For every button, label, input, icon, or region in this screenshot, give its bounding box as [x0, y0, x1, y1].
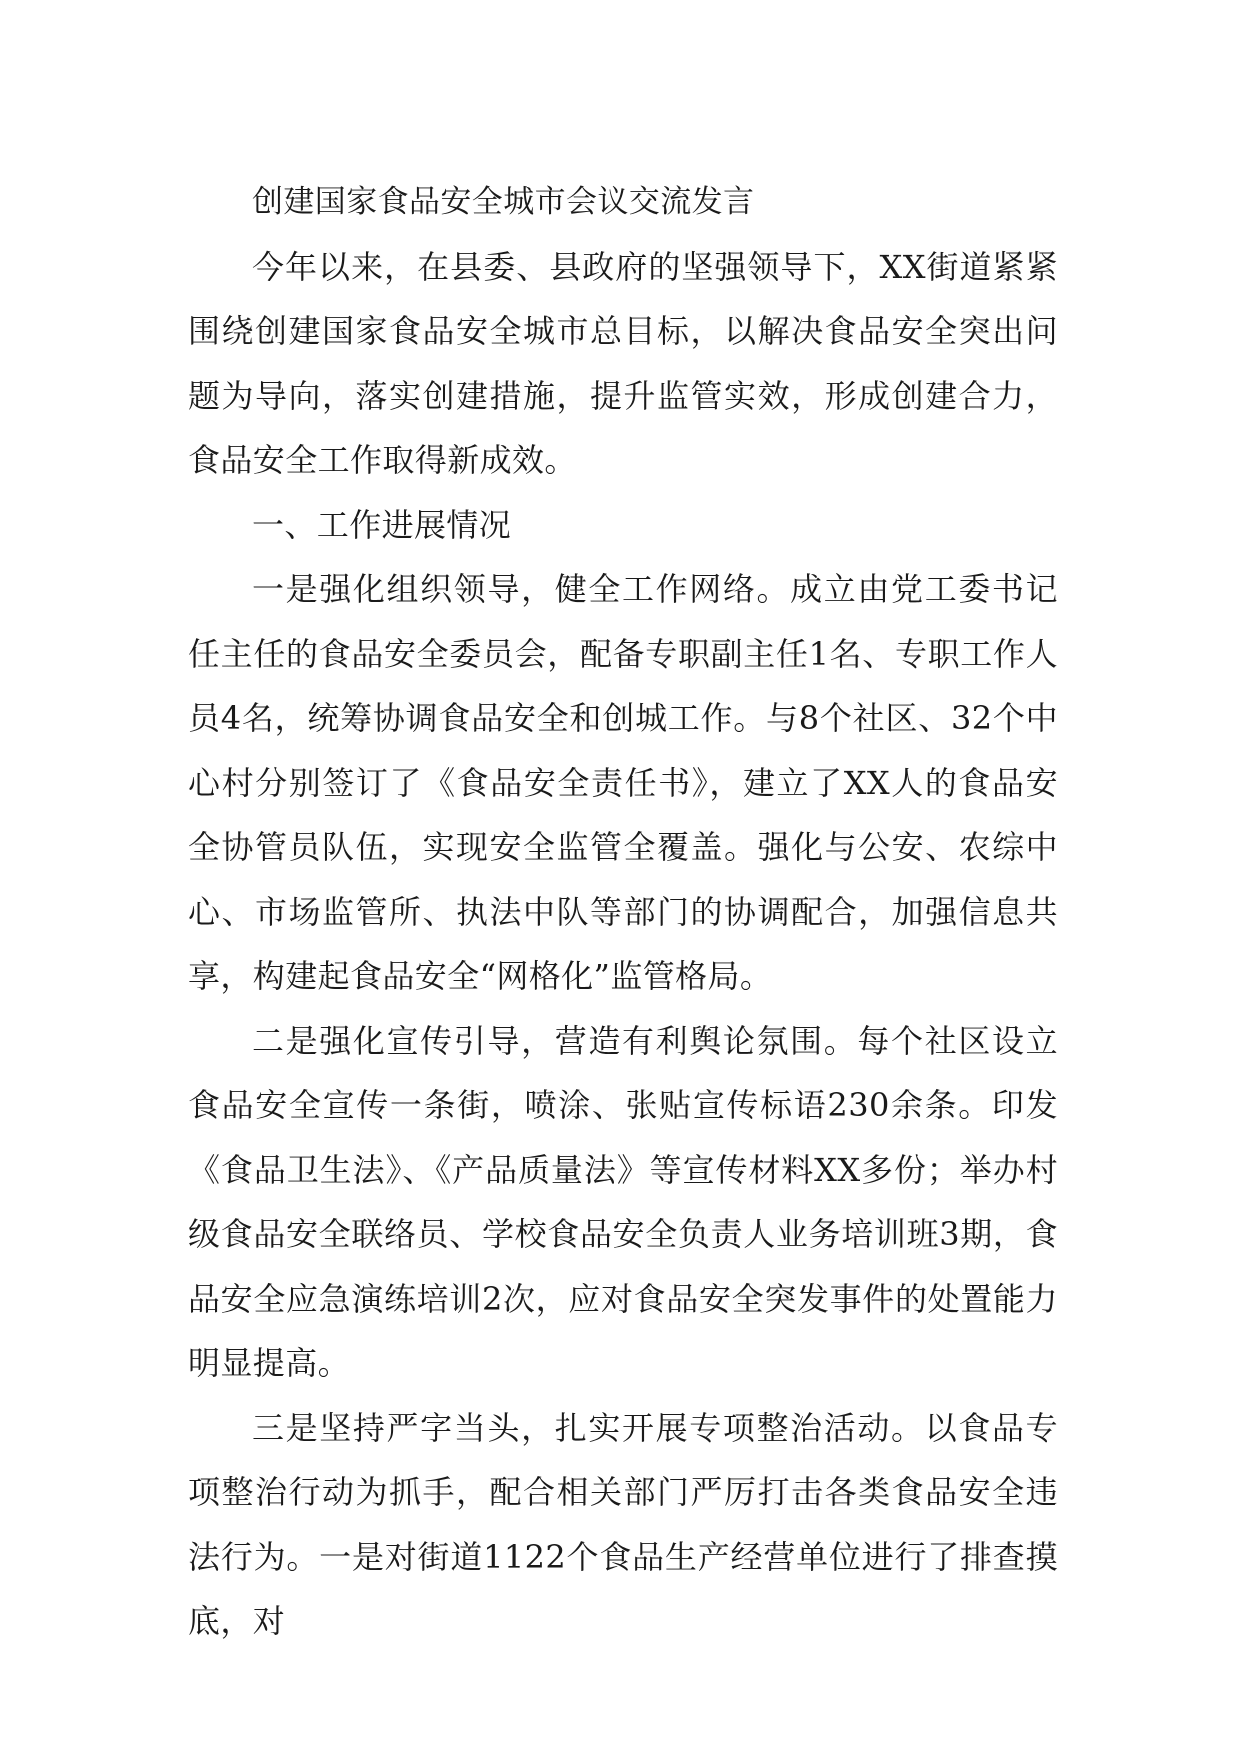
document-body: [188, 170, 1058, 1654]
intro-paragraph: 今年以来，在县委、县政府的坚强领导下，XX街道紧紧围绕创建国家食品安全城市总目标，以解决食品安全突出问题为导向，落实创建措施，提升监管实效，形成创建合力，食品安全工作取得新成效。: [188, 247, 1058, 479]
paragraph-organization: 一是强化组织领导，健全工作网络。成立由党工委书记任主任的食品安全委员会，配备专职副主任1名、专职工作人员4名，统筹协调食品安全和创城工作。与8个社区、32个中心村分别签订了《食品安全责任书》，建立了XX人的食品安全协管员队伍，实现安全监管全覆盖。强化与公安、农综中心、市场监管所、执法中队等部门的协调配合，加强信息共享，构建起食品安全“网格化”监管格局。: [188, 570, 1058, 995]
paragraph-rectification: 三是坚持严字当头，扎实开展专项整治活动。以食品专项整治行动为抓手，配合相关部门严厉打击各类食品安全违法行为。一是对街道1122个食品生产经营单位进行了排查摸底，对: [188, 1408, 1058, 1640]
section-heading: 一、工作进展情况: [252, 505, 512, 544]
document-title: 创建国家食品安全城市会议交流发言: [252, 184, 755, 220]
paragraph-publicity: 二是强化宣传引导，营造有利舆论氛围。每个社区设立食品安全宣传一条街，喷涂、张贴宣传标语230余条。印发《食品卫生法》、《产品质量法》等宣传材料XX多份；举办村级食品安全联络员、学校食品安全负责人业务培训班3期，食品安全应急演练培训2次，应对食品安全突发事件的处置能力明显提高。: [188, 1021, 1058, 1382]
